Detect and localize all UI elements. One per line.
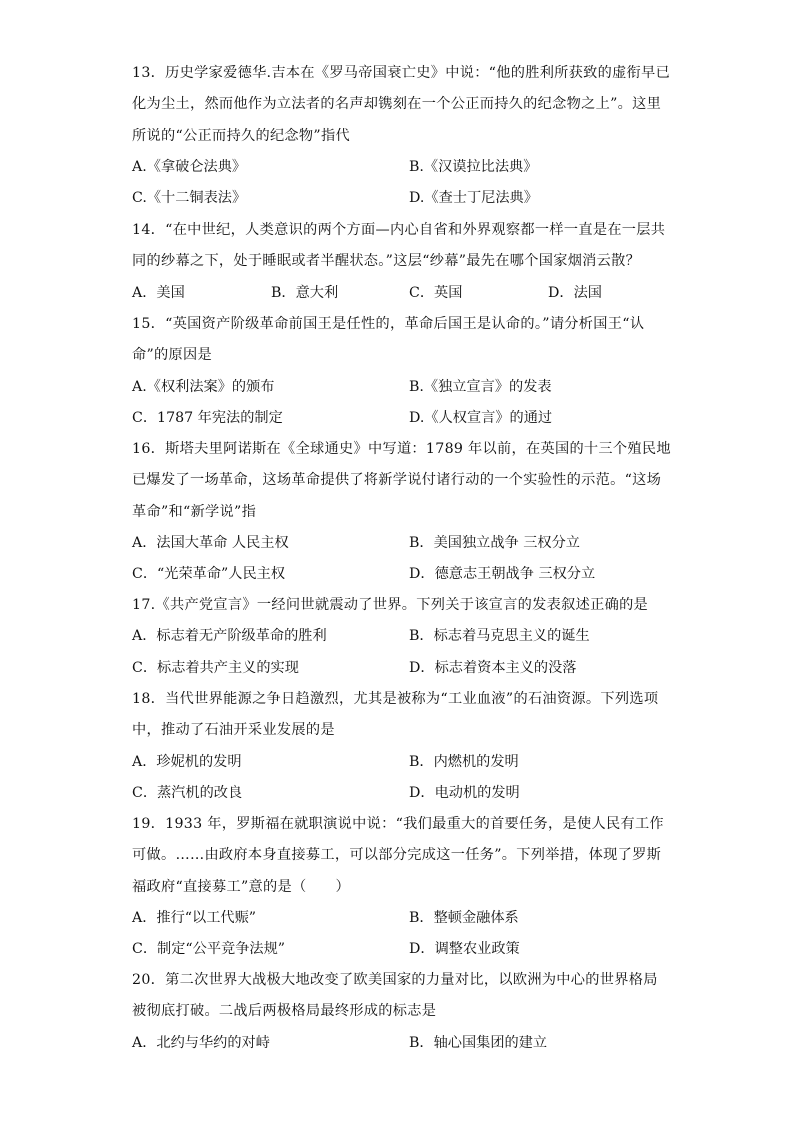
option-row — [132, 621, 672, 652]
option-row — [132, 372, 672, 403]
option-row — [132, 183, 672, 214]
option-a[interactable]: A．珍妮机的发明 — [132, 753, 242, 770]
question-stem: 13．历史学家爱德华.吉本在《罗马帝国衰亡史》中说：“他的胜利所获致的虚衔早已化为尘土，然而他作为立法者的名声却镌刻在一个公正而持久的纪念物之上”。这里所说的“公正而持久的纪念物”指代 — [132, 65, 671, 144]
question-stem: 19．1933 年，罗斯福在就职演说中说：“我们最重大的首要任务，是使人民有工作可做。……由政府本身直接募工，可以部分完成这一任务”。下列举措，体现了罗斯福政府“直接募工”意的是（ ） — [132, 816, 664, 895]
question-17 — [132, 590, 672, 684]
option-c[interactable]: C．制定“公平竞争法规” — [132, 941, 286, 958]
option-row — [132, 1028, 672, 1059]
option-row — [132, 528, 672, 559]
option-c[interactable]: C.《十二铜表法》 — [132, 190, 247, 207]
question-stem: 17.《共产党宣言》一经问世就震动了世界。下列关于该宣言的发表叙述正确的是 — [132, 597, 649, 613]
option-c[interactable]: C．英国 — [409, 284, 463, 301]
option-b[interactable]: B．美国独立战争 三权分立 — [409, 534, 580, 551]
question-20 — [132, 965, 672, 1059]
question-19 — [132, 809, 672, 965]
option-d[interactable]: D．法国 — [548, 284, 602, 301]
question-16 — [132, 434, 672, 590]
option-a[interactable]: A.《权利法案》的颁布 — [132, 378, 275, 395]
option-row — [132, 934, 672, 965]
option-d[interactable]: D.《人权宣言》的通过 — [409, 409, 553, 426]
option-d[interactable]: D．德意志王朝战争 三权分立 — [409, 566, 596, 583]
option-row — [132, 152, 672, 183]
option-b[interactable]: B.《独立宣言》的发表 — [409, 378, 552, 395]
option-c[interactable]: C．1787 年宪法的制定 — [132, 409, 283, 426]
question-stem: 14．“在中世纪，人类意识的两个方面—内心自省和外界观察都一样一直是在一层共同的纱幕之下，处于睡眠或者半醒状态。”这层“纱幕”最先在哪个国家烟消云散？ — [132, 222, 666, 270]
option-row — [132, 403, 672, 434]
option-row — [132, 747, 672, 778]
question-15 — [132, 309, 672, 434]
option-c[interactable]: C．蒸汽机的改良 — [132, 784, 243, 801]
option-a[interactable]: A．标志着无产阶级革命的胜利 — [132, 628, 327, 645]
option-row — [132, 278, 672, 309]
option-a[interactable]: A．推行“以工代赈” — [132, 909, 257, 926]
question-13 — [132, 58, 672, 214]
question-stem: 16．斯塔夫里阿诺斯在《全球通史》中写道：1789 年以前，在英国的十三个殖民地已爆发了一场革命，这场革命提供了将新学说付诸行动的一个实验性的示范。“这场革命”和“新学说”指 — [132, 441, 671, 520]
option-c[interactable]: C．标志着共产主义的实现 — [132, 659, 299, 676]
option-b[interactable]: B．轴心国集团的建立 — [409, 1034, 548, 1051]
option-row — [132, 903, 672, 934]
option-d[interactable]: D.《查士丁尼法典》 — [409, 190, 538, 207]
option-row — [132, 778, 672, 809]
option-d[interactable]: D．调整农业政策 — [409, 941, 520, 958]
question-18 — [132, 684, 672, 809]
option-row — [132, 559, 672, 590]
option-b[interactable]: B．标志着马克思主义的诞生 — [409, 628, 590, 645]
question-stem: 15．“英国资产阶级革命前国王是任性的，革命后国王是认命的。”请分析国王“认命”的原因是 — [132, 316, 645, 364]
option-b[interactable]: B．整顿金融体系 — [409, 909, 519, 926]
question-stem: 18．当代世界能源之争日趋激烈，尤其是被称为“工业血液”的石油资源。下列选项中，推动了石油开采业发展的是 — [132, 691, 659, 739]
option-c[interactable]: C．“光荣革命”人民主权 — [132, 566, 286, 583]
option-b[interactable]: B．内燃机的发明 — [409, 753, 519, 770]
option-b[interactable]: B.《汉谟拉比法典》 — [409, 158, 538, 175]
option-a[interactable]: A.《拿破仑法典》 — [132, 158, 247, 175]
option-b[interactable]: B．意大利 — [271, 284, 339, 301]
option-row — [132, 653, 672, 684]
option-d[interactable]: D．标志着资本主义的没落 — [409, 659, 577, 676]
option-a[interactable]: A．美国 — [132, 284, 185, 301]
question-stem: 20．第二次世界大战极大地改变了欧美国家的力量对比，以欧洲为中心的世界格局被彻底打破。二战后两极格局最终形成的标志是 — [132, 972, 658, 1020]
option-a[interactable]: A．北约与华约的对峙 — [132, 1034, 270, 1051]
option-a[interactable]: A．法国大革命 人民主权 — [132, 534, 289, 551]
option-d[interactable]: D．电动机的发明 — [409, 784, 520, 801]
question-14 — [132, 215, 672, 309]
